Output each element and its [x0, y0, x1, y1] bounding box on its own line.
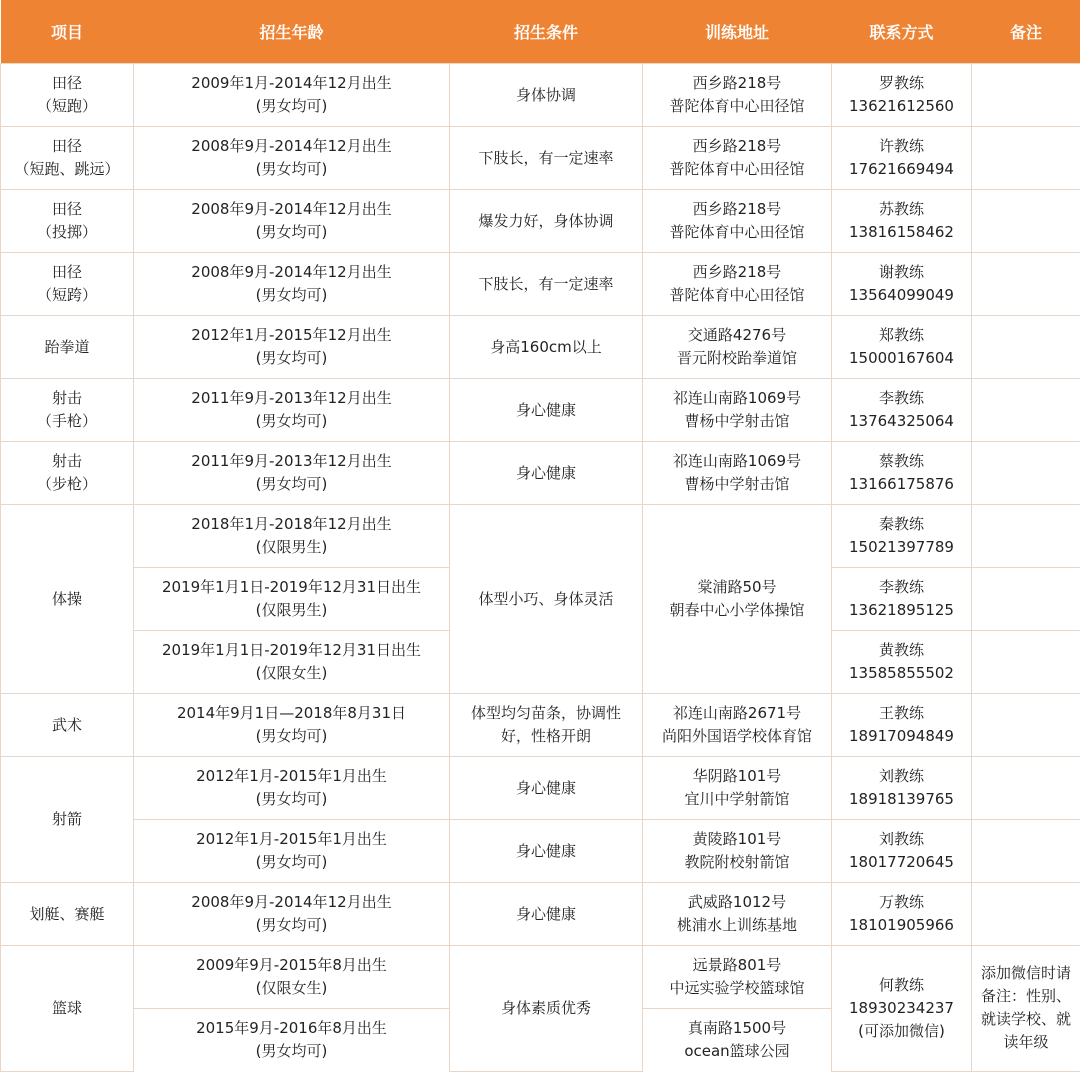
cell-line: (男女均可) [255, 349, 328, 367]
table-cell [972, 631, 1080, 694]
table-row [1, 820, 1080, 883]
cell-line: 划艇、赛艇 [29, 904, 105, 923]
table-cell [643, 64, 832, 127]
cell-line: 2019年1月1日-2019年12月31日出生 [161, 641, 422, 659]
cell-line: 西乡路218号 [692, 200, 782, 218]
table-cell [643, 190, 832, 253]
table-cell [450, 253, 643, 316]
cell-line: 王教练 [878, 704, 924, 722]
table-cell [1, 757, 134, 883]
cell-line: 武威路1012号 [687, 893, 787, 911]
table-row [1, 127, 1080, 190]
cell-line: 爆发力好，身体协调 [478, 211, 614, 230]
table-cell [134, 694, 450, 757]
cell-line: 普陀体育中心田径馆 [669, 286, 805, 304]
table-cell [134, 379, 450, 442]
cell-line: 身心健康 [515, 841, 576, 860]
table-cell [450, 442, 643, 505]
cell-line: 2011年9月-2013年12月出生 [191, 389, 392, 407]
cell-line: 2008年9月-2014年12月出生 [191, 200, 392, 218]
table-cell [643, 694, 832, 757]
table-cell [134, 253, 450, 316]
cell-line: 2015年9月-2016年8月出生 [196, 1019, 387, 1037]
cell-line: 身心健康 [515, 904, 576, 923]
table-cell [450, 127, 643, 190]
cell-line: 13621895125 [849, 601, 954, 619]
cell-line: 祁连山南路2671号 [672, 704, 802, 722]
cell-line: 18918139765 [849, 790, 954, 808]
table-cell [832, 379, 972, 442]
cell-line: 田径 [51, 137, 82, 155]
table-cell [134, 442, 450, 505]
table-row [1, 694, 1080, 757]
table-cell [1, 64, 134, 127]
cell-line: 2012年1月-2015年12月出生 [191, 326, 392, 344]
cell-line: (男女均可) [255, 853, 328, 871]
table-row [1, 505, 1080, 568]
cell-line: (男女均可) [255, 97, 328, 115]
table-cell [134, 946, 450, 1009]
cell-line: 体型小巧、身体灵活 [478, 589, 614, 608]
table-cell [832, 442, 972, 505]
table-cell [972, 253, 1080, 316]
table-cell [450, 190, 643, 253]
header-condition: 招生条件 [450, 0, 643, 64]
cell-line: (男女均可) [255, 286, 328, 304]
table-row [1, 316, 1080, 379]
cell-line: (仅限男生) [255, 538, 328, 556]
table-cell [134, 568, 450, 631]
table-cell [643, 946, 832, 1009]
table-cell [1, 442, 134, 505]
cell-line: (男女均可) [255, 475, 328, 493]
table-cell [450, 379, 643, 442]
cell-line: 刘教练 [878, 830, 924, 848]
cell-line: （短跑、跳远） [14, 160, 120, 178]
cell-line: 苏教练 [878, 200, 924, 218]
table-cell [134, 505, 450, 568]
cell-line: 2008年9月-2014年12月出生 [191, 137, 392, 155]
cell-line: 13621612560 [849, 97, 954, 115]
cell-line: 华阴路101号 [692, 767, 782, 785]
table-cell [134, 64, 450, 127]
cell-line: 2009年1月-2014年12月出生 [191, 74, 392, 92]
cell-line: 黄陵路101号 [692, 830, 782, 848]
cell-line: 下肢长，有一定速率 [478, 274, 614, 293]
cell-line: 教院附校射箭馆 [684, 853, 790, 871]
cell-line: 田径 [51, 263, 82, 281]
cell-line: 好，性格开朗 [500, 727, 591, 745]
cell-line: 真南路1500号 [687, 1019, 787, 1037]
table-cell [972, 757, 1080, 820]
cell-line: 田径 [51, 200, 82, 218]
cell-line: 许教练 [878, 137, 924, 155]
cell-line: 2018年1月-2018年12月出生 [191, 515, 392, 533]
cell-line: 17621669494 [849, 160, 954, 178]
cell-line: 射击 [51, 389, 82, 407]
cell-line: 武术 [51, 715, 82, 734]
cell-line: 跆拳道 [44, 337, 90, 356]
table-cell [643, 505, 832, 694]
table-cell [643, 883, 832, 946]
cell-line: 2008年9月-2014年12月出生 [191, 263, 392, 281]
cell-line: 尚阳外国语学校体育馆 [661, 727, 812, 745]
cell-line: 射箭 [51, 810, 82, 828]
table-cell [972, 883, 1080, 946]
table-cell [972, 379, 1080, 442]
cell-line: 18101905966 [849, 916, 954, 934]
cell-line: 远景路801号 [692, 956, 782, 974]
cell-line: （短跨） [36, 286, 97, 304]
cell-line: 13564099049 [849, 286, 954, 304]
cell-line: 普陀体育中心田径馆 [669, 97, 805, 115]
cell-line: 普陀体育中心田径馆 [669, 160, 805, 178]
table-cell [972, 568, 1080, 631]
table-cell [1, 883, 134, 946]
cell-line: 身心健康 [515, 463, 576, 482]
cell-line: 15021397789 [849, 538, 954, 556]
cell-line: 何教练 [878, 975, 924, 994]
cell-line: 2012年1月-2015年1月出生 [196, 767, 387, 785]
cell-line: (男女均可) [255, 790, 328, 808]
table-cell [1, 694, 134, 757]
cell-line: 18917094849 [849, 727, 954, 745]
header-project: 项目 [1, 0, 134, 64]
table-cell [450, 316, 643, 379]
table-cell [1, 316, 134, 379]
table-cell [1, 505, 134, 694]
table-cell [972, 442, 1080, 505]
cell-line: 添加微信时请备注：性别、就读学校、就读年级 [980, 964, 1071, 1052]
cell-line: (仅限女生) [255, 979, 328, 997]
cell-line: 西乡路218号 [692, 263, 782, 281]
cell-line: 身心健康 [515, 400, 576, 419]
cell-line: 曹杨中学射击馆 [684, 412, 790, 430]
table-cell [134, 631, 450, 694]
cell-line: 李教练 [878, 389, 924, 407]
table-cell [832, 568, 972, 631]
table-row [1, 946, 1080, 1009]
cell-line: 西乡路218号 [692, 74, 782, 92]
table-cell [643, 442, 832, 505]
table-cell [643, 316, 832, 379]
cell-line: 万教练 [878, 893, 924, 911]
cell-line: 体操 [51, 589, 82, 608]
table-row [1, 757, 1080, 820]
table-cell [1, 253, 134, 316]
cell-line: 曹杨中学射击馆 [684, 475, 790, 493]
cell-line: 体型均匀苗条，协调性 [470, 704, 621, 722]
cell-line: （短跑） [36, 97, 97, 115]
table-cell [1, 946, 134, 1072]
cell-line: (男女均可) [255, 160, 328, 178]
table-body [1, 64, 1080, 1072]
table-cell [643, 820, 832, 883]
table-cell [972, 505, 1080, 568]
table-row [1, 883, 1080, 946]
table-cell [450, 883, 643, 946]
cell-line: 普陀体育中心田径馆 [669, 223, 805, 241]
table-cell [972, 946, 1080, 1072]
cell-line: 13166175876 [849, 475, 954, 493]
table-cell [643, 1009, 832, 1072]
cell-line: 祁连山南路1069号 [672, 452, 802, 470]
cell-line: 2009年9月-2015年8月出生 [196, 956, 387, 974]
cell-line: 身体素质优秀 [500, 998, 591, 1017]
cell-line: (男女均可) [255, 1042, 328, 1060]
table-cell [972, 64, 1080, 127]
cell-line: 桃浦水上训练基地 [676, 916, 797, 934]
table-cell [832, 694, 972, 757]
table-cell [643, 379, 832, 442]
table-cell [134, 316, 450, 379]
table-cell [972, 190, 1080, 253]
table-cell [643, 253, 832, 316]
cell-line: 中远实验学校篮球馆 [669, 979, 805, 997]
cell-line: 西乡路218号 [692, 137, 782, 155]
cell-line: 2012年1月-2015年1月出生 [196, 830, 387, 848]
table-cell [832, 505, 972, 568]
table-cell [832, 757, 972, 820]
cell-line: 身高160cm以上 [490, 337, 602, 356]
cell-line: (男女均可) [255, 223, 328, 241]
cell-line: 祁连山南路1069号 [672, 389, 802, 407]
table-cell [134, 127, 450, 190]
table-cell [450, 946, 643, 1072]
cell-line: 宜川中学射箭馆 [684, 790, 790, 808]
cell-line: 2019年1月1日-2019年12月31日出生 [161, 578, 422, 596]
table-cell [972, 694, 1080, 757]
header-contact: 联系方式 [832, 0, 972, 64]
cell-line: 下肢长，有一定速率 [478, 148, 614, 167]
table-cell [832, 64, 972, 127]
table-cell [972, 127, 1080, 190]
cell-line: 15000167604 [849, 349, 954, 367]
table-cell [1, 379, 134, 442]
cell-line: 谢教练 [878, 263, 924, 281]
header-address: 训练地址 [643, 0, 832, 64]
cell-line: 13816158462 [849, 223, 954, 241]
table-cell [643, 757, 832, 820]
cell-line: (可添加微信) [858, 1021, 945, 1040]
cell-line: 李教练 [878, 578, 924, 596]
header-age: 招生年龄 [134, 0, 450, 64]
table-cell [450, 757, 643, 820]
table-row [1, 64, 1080, 127]
cell-line: （手枪） [36, 412, 97, 430]
cell-line: 蔡教练 [878, 452, 924, 470]
table-row [1, 379, 1080, 442]
table-cell [134, 820, 450, 883]
table-cell [832, 631, 972, 694]
cell-line: (男女均可) [255, 727, 328, 745]
table-cell [450, 820, 643, 883]
cell-line: (仅限男生) [255, 601, 328, 619]
table-row [1, 190, 1080, 253]
cell-line: 朝春中心小学体操馆 [669, 601, 805, 619]
cell-line: ocean篮球公园 [684, 1042, 790, 1060]
cell-line: 18930234237 [849, 998, 954, 1017]
cell-line: 2011年9月-2013年12月出生 [191, 452, 392, 470]
table-cell [134, 1009, 450, 1072]
table-row [1, 442, 1080, 505]
table-cell [1, 190, 134, 253]
table-cell [972, 820, 1080, 883]
cell-line: 射击 [51, 452, 82, 470]
table-cell [832, 190, 972, 253]
table-row [1, 253, 1080, 316]
table-cell [450, 64, 643, 127]
cell-line: 晋元附校跆拳道馆 [676, 349, 797, 367]
table-cell [450, 505, 643, 694]
table-cell [134, 757, 450, 820]
cell-line: 黄教练 [878, 641, 924, 659]
table-cell [832, 820, 972, 883]
cell-line: 18017720645 [849, 853, 954, 871]
header-row [1, 0, 1080, 64]
cell-line: 2014年9月1日—2018年8月31日 [176, 704, 407, 722]
table-cell [832, 316, 972, 379]
cell-line: 2008年9月-2014年12月出生 [191, 893, 392, 911]
cell-line: （投掷） [36, 223, 97, 241]
cell-line: 身体协调 [515, 85, 576, 104]
table-cell [643, 127, 832, 190]
cell-line: 13764325064 [849, 412, 954, 430]
cell-line: （步枪） [36, 475, 97, 493]
table-cell [134, 190, 450, 253]
cell-line: 秦教练 [878, 515, 924, 533]
cell-line: (男女均可) [255, 916, 328, 934]
table-cell [1, 127, 134, 190]
table-cell [134, 883, 450, 946]
table-cell [972, 316, 1080, 379]
cell-line: 刘教练 [878, 767, 924, 785]
cell-line: 交通路4276号 [687, 326, 787, 344]
cell-line: (仅限女生) [255, 664, 328, 682]
cell-line: 13585855502 [849, 664, 954, 682]
table-cell [450, 694, 643, 757]
cell-line: 罗教练 [878, 74, 924, 92]
table-cell [832, 883, 972, 946]
cell-line: 棠浦路50号 [697, 578, 777, 596]
table-cell [832, 946, 972, 1072]
cell-line: 田径 [51, 74, 82, 92]
table-cell [832, 253, 972, 316]
header-remark: 备注 [972, 0, 1080, 64]
cell-line: 郑教练 [878, 326, 924, 344]
cell-line: (男女均可) [255, 412, 328, 430]
cell-line: 篮球 [51, 998, 82, 1017]
table-cell [832, 127, 972, 190]
cell-line: 身心健康 [515, 778, 576, 797]
